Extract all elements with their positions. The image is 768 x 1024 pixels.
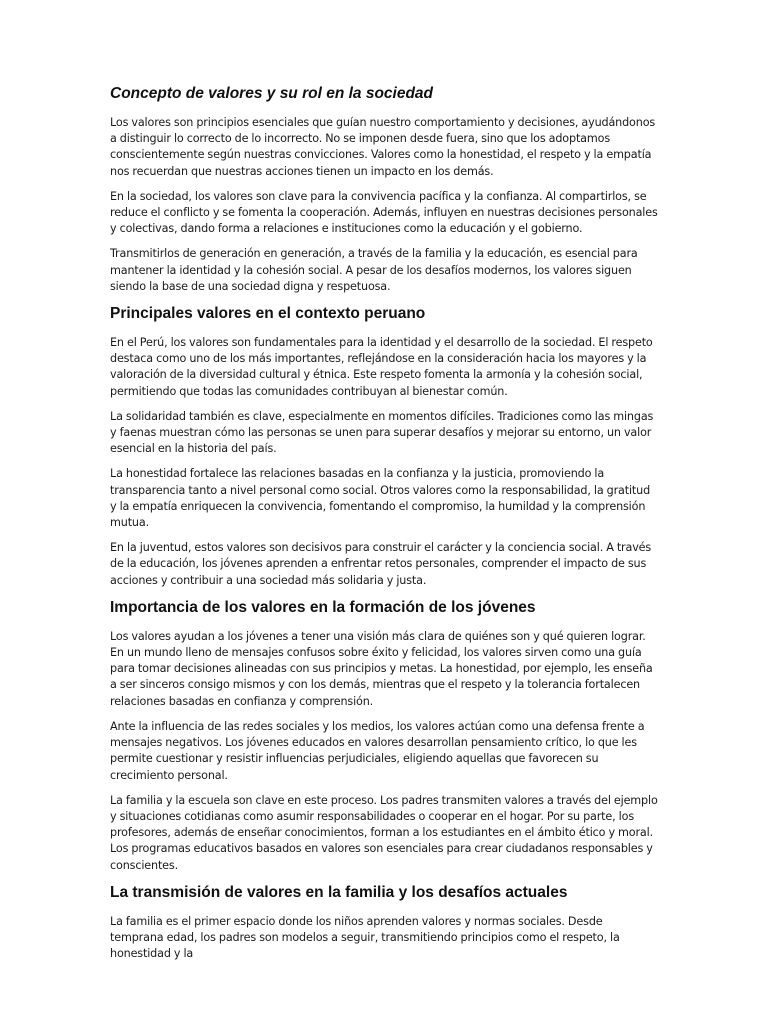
- paragraph: La solidaridad también es clave, especialmente en momentos difíciles. Tradiciones como las mingas y faenas muestran cómo las personas se unen para superar desafíos y mejorar su entorno, un valor esencial en la historia del país.: [110, 409, 654, 456]
- paragraph: La honestidad fortalece las relaciones basadas en la confianza y la justicia, promoviendo la transparencia tanto a nivel personal como social. Otros valores como la responsabilidad, la gratitud y la empatía enriquecen la convivencia, fomentando el compromiso, la humildad y la comprensión mutua.: [110, 467, 651, 530]
- paragraph: En la juventud, estos valores son decisivos para construir el carácter y la conciencia social. A través de la educación, los jóvenes aprenden a enfrentar retos personales, comprender el impacto de sus acciones y contribuir a una sociedad más solidaria y justa.: [110, 541, 652, 587]
- section-heading: La transmisión de valores en la familia y los desafíos actuales: [110, 883, 568, 901]
- section-formacion-jovenes: [110, 598, 658, 874]
- section-heading: Principales valores en el contexto peruano: [110, 305, 426, 323]
- section-heading: Importancia de los valores en la formación de los jóvenes: [110, 598, 536, 616]
- section-heading: Concepto de valores y su rol en la sociedad: [110, 85, 434, 102]
- section-concepto-valores: [110, 84, 658, 295]
- paragraph: Ante la influencia de las redes sociales y los medios, los valores actúan como una defensa frente a mensajes negativos. Los jóvenes educados en valores desarrollan pensamiento crítico, lo que les permite cuestionar y resistir influencias perjudiciales, eligiendo aquellas que favorecen su crecimiento personal.: [110, 719, 645, 782]
- document-page: [110, 84, 658, 971]
- paragraph: Transmitirlos de generación en generación, a través de la familia y la educación, es esencial para mantener la identidad y la cohesión social. A pesar de los desafíos modernos, los valores siguen siendo la base de una sociedad digna y respetuosa.: [110, 247, 638, 293]
- paragraph: En el Perú, los valores son fundamentales para la identidad y el desarrollo de la sociedad. El respeto destaca como uno de los más importantes, reflejándose en la consideración hacia los mayores y la valoración de la diversidad cultural y étnica. Este respeto fomenta la armonía y la cohesión social, permitiendo que todas las comunidades contribuyan al bienestar común.: [110, 336, 653, 398]
- section-valores-peruanos: [110, 304, 658, 589]
- paragraph: La familia y la escuela son clave en este proceso. Los padres transmiten valores a través del ejemplo y situaciones cotidianas como asumir responsabilidades o cooperar en el hogar. Por su parte, los profesores, además de enseñar conocimientos, forman a los estudiantes en el ámbito ético y moral. Los programas educativos basados en valores son esenciales para crear ciudadanos responsables y conscientes.: [110, 793, 658, 872]
- paragraph: Los valores ayudan a los jóvenes a tener una visión más clara de quiénes son y qué quieren lograr. En un mundo lleno de mensajes confusos sobre éxito y felicidad, los valores sirven como una guía para tomar decisiones alineadas con sus principios y metas. La honestidad, por ejemplo, les enseña a ser sinceros consigo mismos y con los demás, mientras que el respeto y la tolerancia fortalecen relaciones basadas en confianza y comprensión.: [110, 629, 653, 708]
- paragraph: Los valores son principios esenciales que guían nuestro comportamiento y decisiones, ayudándonos a distinguir lo correcto de lo incorrecto. No se imponen desde fuera, sino que los adoptamos conscientemente según nuestras convicciones. Valores como la honestidad, el respeto y la empatía nos recuerdan que nuestras acciones tienen un impacto en los demás.: [110, 116, 656, 178]
- paragraph: En la sociedad, los valores son clave para la convivencia pacífica y la confianza. Al compartirlos, se reduce el conflicto y se fomenta la cooperación. Además, influyen en nuestras decisiones personales y colectivas, dando forma a relaciones e instituciones como la educación y el gobierno.: [110, 189, 658, 236]
- section-transmision-familia: [110, 883, 658, 963]
- paragraph: La familia es el primer espacio donde los niños aprenden valores y normas sociales. Desde temprana edad, los padres son modelos a seguir, transmitiendo principios como el respeto, la honestidad y la: [110, 914, 620, 961]
